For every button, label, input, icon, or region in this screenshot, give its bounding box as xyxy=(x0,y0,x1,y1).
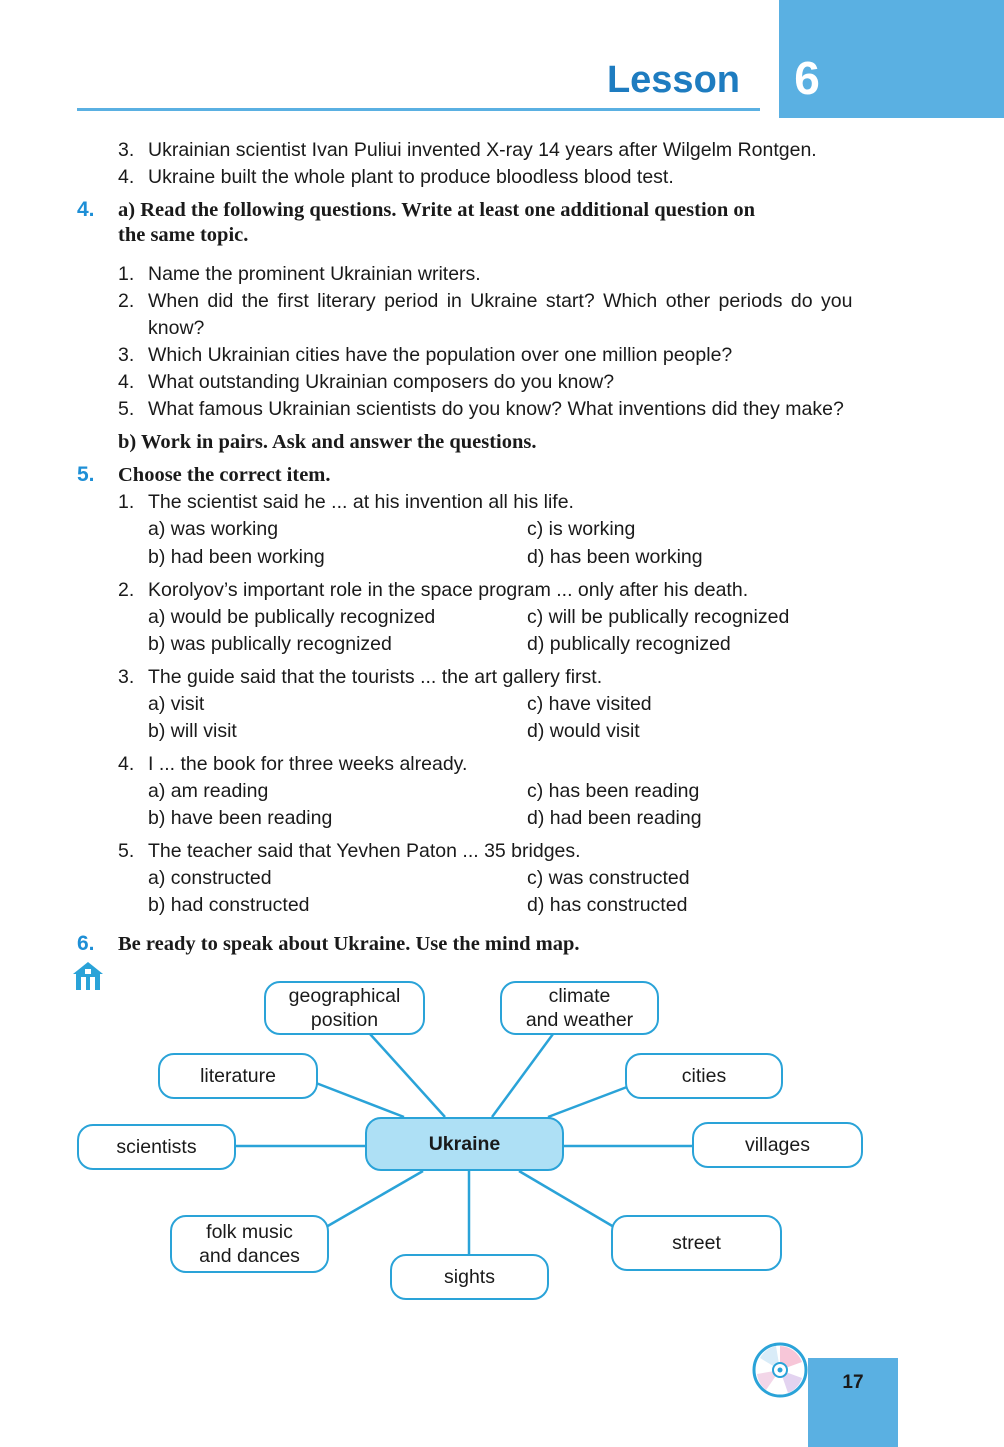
option-c: c) was constructed xyxy=(527,867,690,889)
exercise-number: 5. xyxy=(77,463,95,486)
lesson-title: Lesson xyxy=(606,59,740,101)
option-c: c) has been reading xyxy=(527,780,700,802)
option-d: d) has been working xyxy=(527,546,703,568)
option-a: a) constructed xyxy=(148,867,272,889)
exercise-task: a) Read the following questions. Write at least one additional question on xyxy=(118,199,756,221)
mindmap-node-scientists: scientists xyxy=(77,1124,236,1170)
mindmap-node-cities: cities xyxy=(625,1053,783,1099)
option-a: a) visit xyxy=(148,693,205,715)
option-c: c) have visited xyxy=(527,693,652,715)
mindmap-node-climate: climate and weather xyxy=(500,981,659,1035)
mindmap-node-villages: villages xyxy=(692,1122,863,1168)
option-d: d) would visit xyxy=(527,720,640,742)
page-number: 17 xyxy=(842,1372,864,1393)
option-a: a) was working xyxy=(148,518,279,540)
cd-disc-icon xyxy=(752,1342,808,1398)
option-b: b) had been working xyxy=(148,546,325,568)
mindmap-node-folk-music: folk music and dances xyxy=(170,1215,329,1273)
option-b: b) have been reading xyxy=(148,807,333,829)
exercise-task: b) Work in pairs. Ask and answer the questions. xyxy=(118,431,537,453)
mindmap-node-literature: literature xyxy=(158,1053,318,1099)
exercise-number: 6. xyxy=(77,932,95,955)
option-d: d) had been reading xyxy=(527,807,702,829)
option-c: c) will be publically recognized xyxy=(527,606,790,628)
option-b: b) will visit xyxy=(148,720,237,742)
exercise-task: Choose the correct item. xyxy=(118,464,331,486)
option-d: d) publically recognized xyxy=(527,633,731,655)
option-b: b) was publically recognized xyxy=(148,633,392,655)
mindmap-center: Ukraine xyxy=(365,1117,564,1171)
option-a: a) am reading xyxy=(148,780,269,802)
option-a: a) would be publically recognized xyxy=(148,606,436,628)
option-c: c) is working xyxy=(527,518,636,540)
exercise-number: 4. xyxy=(77,198,95,221)
mindmap-node-geographical-position: geographical position xyxy=(264,981,425,1035)
mindmap-node-street: street xyxy=(611,1215,782,1271)
option-d: d) has constructed xyxy=(527,894,688,916)
exercise-task: Be ready to speak about Ukraine. Use the mind map. xyxy=(118,933,580,955)
exercise-task: the same topic. xyxy=(118,224,249,246)
lesson-number: 6 xyxy=(794,52,820,104)
mindmap-node-sights: sights xyxy=(390,1254,549,1300)
option-b: b) had constructed xyxy=(148,894,310,916)
